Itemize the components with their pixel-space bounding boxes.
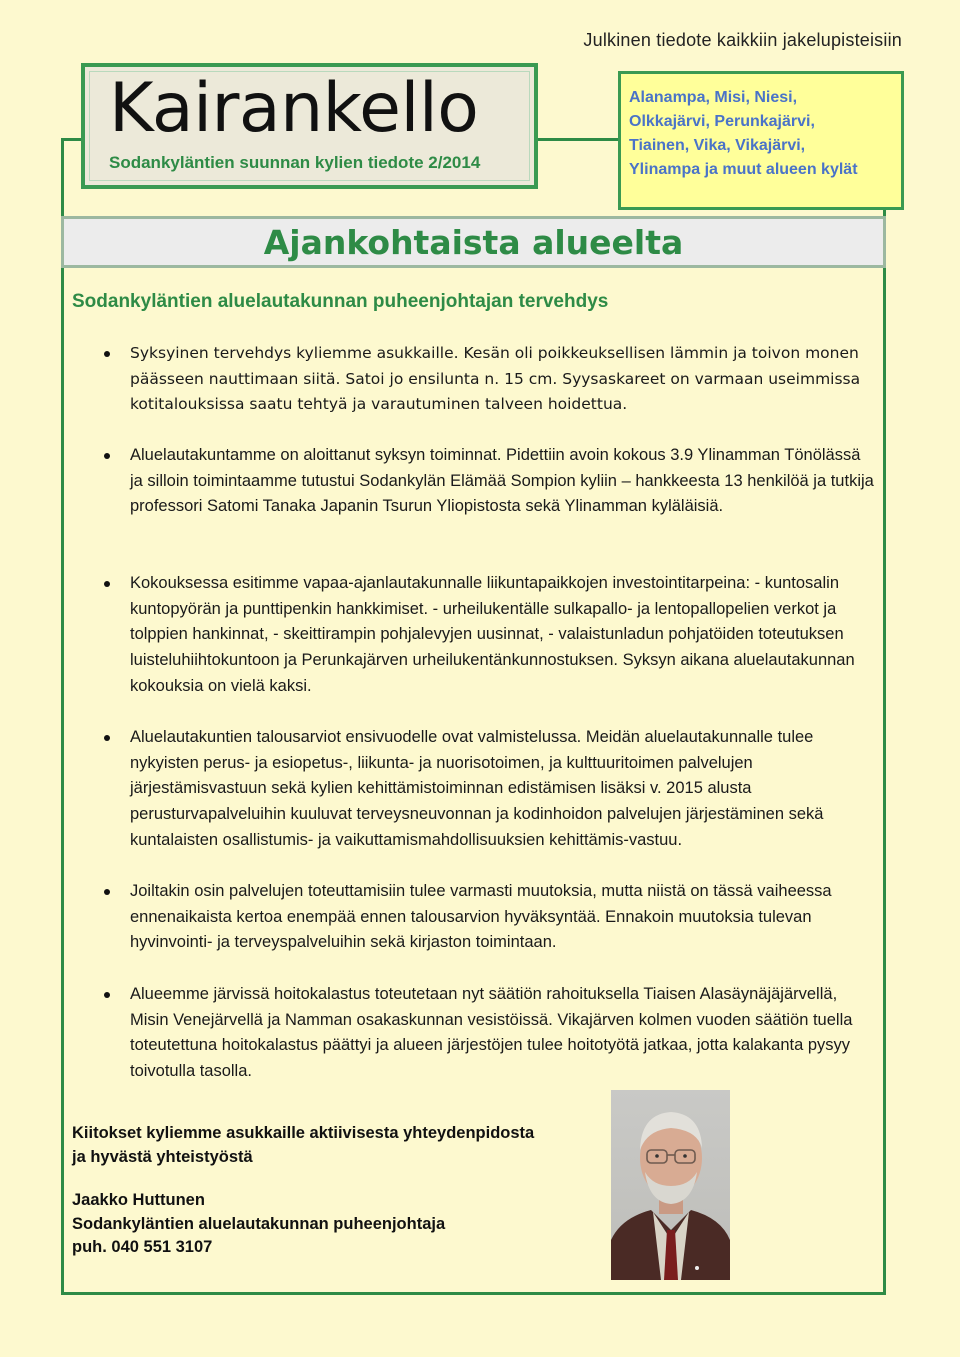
list-item-text: Aluelautakuntamme on aloittanut syksyn toiminnat. Pidettiin avoin kokous 3.9 Ylinamman Tönölässä ja silloin toimintaamme tutustui Sodankylän Elämää Sompion kyliin – hankkeesta 13 henkilöä ja tutkija professori Satomi Tanaka Japanin Tsurun Yliopistosta sekä Ylinamman kyläläisiä. <box>130 446 874 516</box>
bullet-icon <box>104 992 110 998</box>
section-header-bar <box>61 216 886 268</box>
list-item-text: Joiltakin osin palvelujen toteuttamisiin tulee varmasti muutoksia, mutta niistä on tässä vaiheessa ennenaikaista kertoa enempää ennen talousarvion hyväksyntää. Ennakoin muutoksia tulevan hyvinvointi- ja terveyspalveluihin sekä kirjaston toimintaan. <box>130 882 832 952</box>
thanks-message <box>72 1122 534 1169</box>
bullet-icon <box>104 889 110 895</box>
list-item <box>104 725 874 854</box>
newsletter-subtitle: Sodankyläntien suunnan kylien tiedote 2/2014 <box>109 153 481 172</box>
signature-block <box>72 1189 445 1260</box>
signer-role: Sodankyläntien aluelautakunnan puheenjohtaja <box>72 1214 446 1233</box>
bullet-icon <box>104 735 110 741</box>
portrait-photo <box>611 1090 730 1280</box>
bullet-icon <box>104 581 110 587</box>
list-item-text: Alueemme järvissä hoitokalastus toteutetaan nyt säätiön rahoituksella Tiaisen Alasäynäjäjärvellä, Misin Venejärvellä ja Namman osakaskunnan vesistöissä. Vikajärven kolmen vuoden säätiön tuella toteutettuna hoitokalastus päättyi ja alueen järjestöjen tulee hoitotyötä jatkaa, jotta kalakanta pysyy toivotulla tasolla. <box>130 985 853 1081</box>
thanks-line: Kiitokset kyliemme asukkaille aktiivisesta yhteydenpidosta <box>72 1124 535 1142</box>
distribution-note: Julkinen tiedote kaikkiin jakelupisteisiin <box>583 30 902 50</box>
village-line: Alanampa, Misi, Niesi, <box>629 89 798 106</box>
list-item <box>104 341 874 418</box>
thanks-line: ja hyvästä yhteistyöstä <box>72 1147 253 1166</box>
section-title: Ajankohtaista alueelta <box>263 223 684 262</box>
list-item <box>104 879 874 956</box>
village-line: Ylinampa ja muut alueen kylät <box>629 161 858 178</box>
list-item <box>104 443 874 520</box>
bullet-icon <box>104 351 110 357</box>
list-item <box>104 571 874 700</box>
signer-name: Jaakko Huttunen <box>72 1191 205 1209</box>
village-line: Olkkajärvi, Perunkajärvi, <box>629 113 815 130</box>
masthead <box>81 63 538 189</box>
signer-phone: puh. 040 551 3107 <box>72 1238 213 1256</box>
greeting-heading: Sodankyläntien aluelautakunnan puheenjohtajan tervehdys <box>72 291 609 312</box>
list-item <box>104 982 874 1085</box>
village-list-box <box>618 71 904 210</box>
list-item-text: Aluelautakuntien talousarviot ensivuodelle ovat valmistelussa. Meidän aluelautakunnalle tulee nykyisten perus- ja esiopetus-, liikunta- ja nuorisotoimen, ja kulttuuritoimen palvelujen järjestämisvastuun sekä kylien kehittämistoiminnan edistämisen lisäksi v. 2015 alusta perusturvapalveluihin kuuluvat terveysneuvonnan ja kodinhoidon palvelujen järjestäminen sekä kuntalaisten osallistumis- ja vaikuttamismahdollisuuksien kehittämis-vastuu. <box>130 728 824 849</box>
list-item-text: Kokouksessa esitimme vapaa-ajanlautakunnalle liikuntapaikkojen investointitarpeina: - kuntosalin kuntopyörän ja punttipenkin hankkimiset. - urheilukentälle sulkapallo- ja lentopallopelien verkot ja tolppien hankinnat, - skeittirampin pohjalevyjen uusinnat, - valaistunladun pohjatöiden toteutuksen luisteluhiihtokuntoon ja Perunkajärven urheilukentänkunnostuksen. Syksyn aikana aluelautakunnan kokouksia on vielä kaksi. <box>130 574 855 695</box>
bullet-icon <box>104 453 110 459</box>
portrait-illustration <box>611 1090 730 1280</box>
village-line: Tiainen, Vika, Vikajärvi, <box>629 137 806 154</box>
newsletter-title: Kairankello <box>109 69 479 148</box>
list-item-text: Syksyinen tervehdys kyliemme asukkaille. Kesän oli poikkeuksellisen lämmin ja toivon monen päässeen nauttimaan siitä. Satoi jo ensilunta n. 15 cm. Syysaskareet on varmaan useimmissa kotitalouksissa saatu tehtyä ja varautuminen talveen hoidettua. <box>130 344 861 414</box>
